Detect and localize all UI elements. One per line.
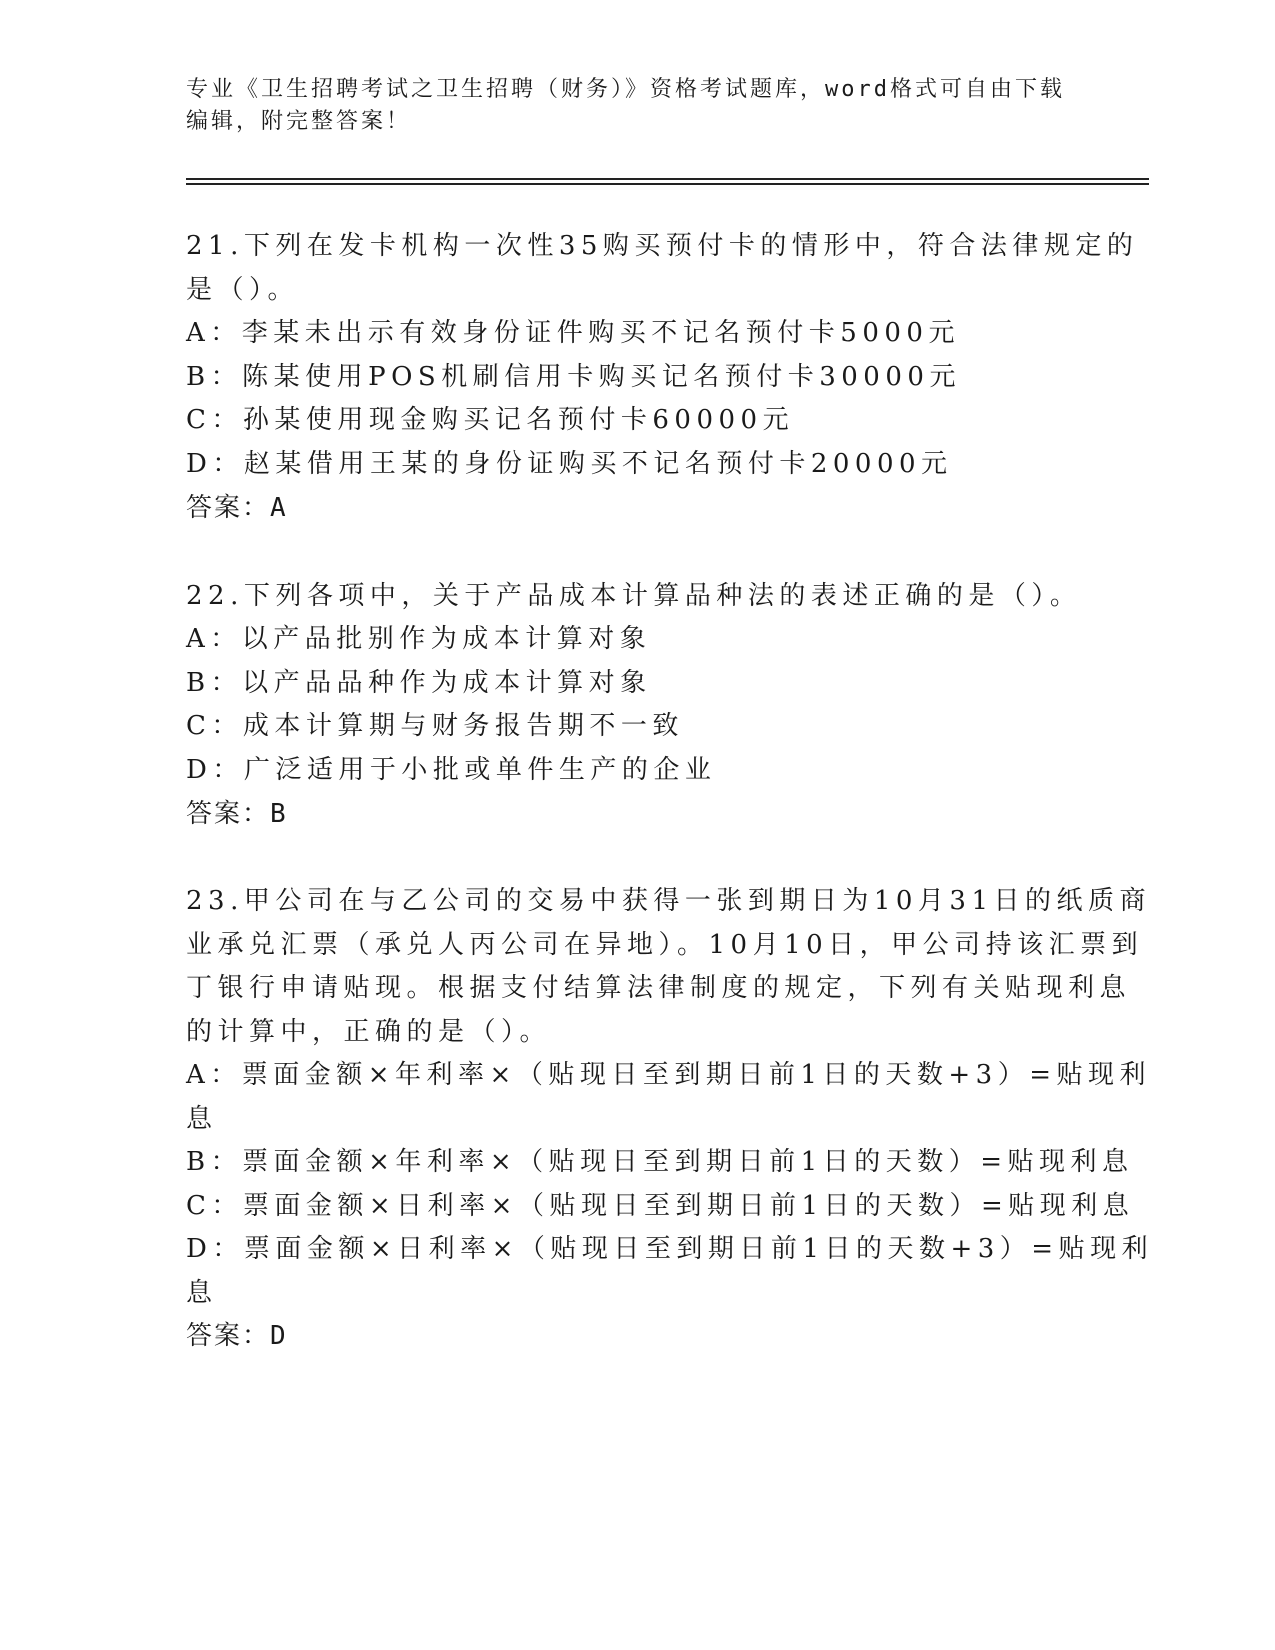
question-23-option-d: D：票面金额×日利率×（贴现日至到期日前1日的天数+3）=贴现利: [186, 1234, 1154, 1264]
question-23-option-d: 息: [186, 1278, 218, 1308]
question-21-stem: 21.下列在发卡机构一次性35购买预付卡的情形中，符合法律规定的: [186, 231, 1139, 261]
question-23-answer: 答案：D: [186, 1321, 288, 1351]
question-21-option-d: D：赵某借用王某的身份证购买不记名预付卡20000元: [186, 449, 953, 479]
question-22-stem: 22.下列各项中，关于产品成本计算品种法的表述正确的是（）。: [186, 581, 1082, 611]
question-21-answer: 答案：A: [186, 493, 288, 523]
question-23-stem: 丁银行申请贴现。根据支付结算法律制度的规定，下列有关贴现利息: [186, 973, 1132, 1003]
question-23-option-a: 息: [186, 1104, 218, 1134]
header-line: 编辑，附完整答案！: [186, 109, 412, 134]
header-divider: [186, 183, 1149, 185]
question-22-option-a: A：以产品批别作为成本计算对象: [186, 624, 652, 654]
question-23-option-a: A：票面金额×年利率×（贴现日至到期日前1日的天数+3）=贴现利: [186, 1060, 1152, 1090]
question-22-answer: 答案：B: [186, 799, 288, 829]
question-23-stem: 23.甲公司在与乙公司的交易中获得一张到期日为10月31日的纸质商: [186, 886, 1152, 916]
question-22-option-d: D：广泛适用于小批或单件生产的企业: [186, 755, 717, 785]
question-23-stem: 业承兑汇票（承兑人丙公司在异地）。10月10日，甲公司持该汇票到: [186, 930, 1144, 960]
header-line: 专业《卫生招聘考试之卫生招聘（财务）》资格考试题库，word格式可自由下载: [186, 77, 1065, 102]
question-23-stem: 的计算中，正确的是（）。: [186, 1017, 552, 1047]
question-21-option-a: A：李某未出示有效身份证件购买不记名预付卡5000元: [186, 318, 960, 348]
question-21-stem: 是（）。: [186, 275, 300, 305]
document-header: [186, 74, 1066, 138]
question-23-option-c: C：票面金额×日利率×（贴现日至到期日前1日的天数）=贴现利息: [186, 1191, 1135, 1221]
question-22-option-b: B：以产品品种作为成本计算对象: [186, 668, 652, 698]
header-divider: [186, 178, 1149, 180]
question-23-option-b: B：票面金额×年利率×（贴现日至到期日前1日的天数）=贴现利息: [186, 1147, 1134, 1177]
question-22-option-c: C：成本计算期与财务报告期不一致: [186, 711, 684, 741]
question-21-option-c: C：孙某使用现金购买记名预付卡60000元: [186, 405, 795, 435]
question-21-option-b: B：陈某使用POS机刷信用卡购买记名预付卡30000元: [186, 362, 961, 392]
